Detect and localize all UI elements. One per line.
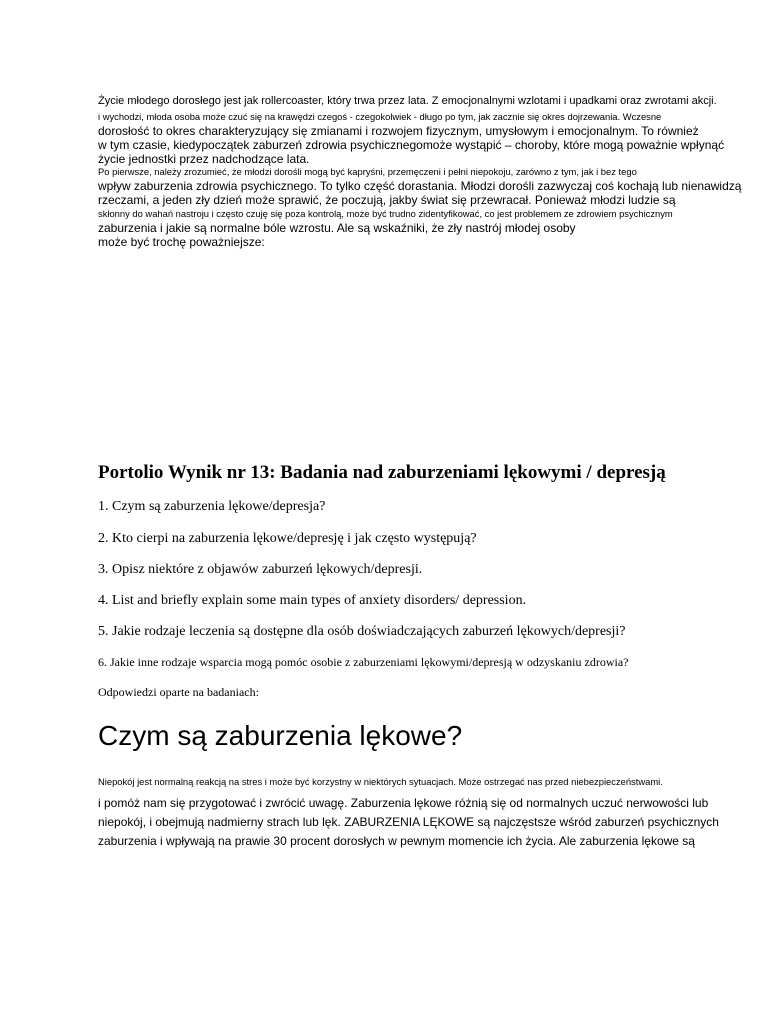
section-line: i pomóż nam się przygotować i zwrócić uwagę. Zaburzenia lękowe różnią się od normalnych uczuć nerwowości lub xyxy=(98,796,709,810)
intro-line: i wychodzi, młoda osoba może czuć się na krawędzi czegoś - czegokolwiek - długo po tym, jak zacznie się okres dojrzewania. Wczesne xyxy=(98,111,662,122)
section-line: Niepokój jest normalną reakcją na stres i może być korzystny w niektórych sytuacjach. Może ostrzegać nas przed niebezpieczeństwami. xyxy=(98,776,663,787)
intro-line: może być trochę poważniejsze: xyxy=(98,235,265,249)
question-item: 1. Czym są zaburzenia lękowe/depresja? xyxy=(98,499,326,514)
portfolio-heading: Portolio Wynik nr 13: Badania nad zaburzeniami lękowymi / depresją xyxy=(98,462,666,483)
intro-line: w tym czasie, kiedypoczątek zaburzeń zdrowia psychicznegomoże wystąpić – choroby, które mogą poważnie wpłynąć xyxy=(98,138,725,152)
question-item: 3. Opisz niektóre z objawów zaburzeń lękowych/depresji. xyxy=(98,562,423,577)
intro-line: skłonny do wahań nastroju i często czuję się poza kontrolą, może być trudno zidentyfikować, co jest problemem ze zdrowiem psychicznym xyxy=(98,208,673,219)
answers-label: Odpowiedzi oparte na badaniach: xyxy=(98,685,259,699)
intro-line: Po pierwsze, należy zrozumieć, że młodzi dorośli mogą być kapryśni, przemęczeni i pełni niepokoju, zarówno z tym, jak i bez tego xyxy=(98,166,637,177)
intro-line: zaburzenia i jakie są normalne bóle wzrostu. Ale są wskaźniki, że zły nastrój młodej osoby xyxy=(98,221,576,235)
intro-line: życie jednostki przez nadchodzące lata. xyxy=(98,152,310,166)
section-line: zaburzenia i wpływają na prawie 30 procent dorosłych w pewnym momencie ich życia. Ale zaburzenia lękowe są xyxy=(98,834,695,848)
question-item: 5. Jakie rodzaje leczenia są dostępne dla osób doświadczających zaburzeń lękowych/depresji? xyxy=(98,624,626,639)
intro-line: wpływ zaburzenia zdrowia psychicznego. To tylko część dorastania. Młodzi dorośli zazwyczaj coś kochają lub nienawidzą xyxy=(98,179,742,193)
intro-line: dorosłość to okres charakteryzujący się zmianami i rozwojem fizycznym, umysłowym i emocjonalnym. To również xyxy=(98,124,699,138)
question-item: 6. Jakie inne rodzaje wsparcia mogą pomóc osobie z zaburzeniami lękowymi/depresją w odzyskaniu zdrowia? xyxy=(98,655,629,669)
intro-line: rzeczami, a jeden zły dzień może sprawić, że poczują, jakby świat się przewracał. Ponieważ młodzi ludzie są xyxy=(98,193,676,207)
question-item: 4. List and briefly explain some main types of anxiety disorders/ depression. xyxy=(98,593,527,608)
intro-line: Życie młodego dorosłego jest jak rollercoaster, który trwa przez lata. Z emocjonalnymi wzlotami i upadkami oraz zwrotami akcji. xyxy=(98,95,717,107)
section-line: niepokój, i obejmują nadmierny strach lub lęk. ZABURZENIA LĘKOWE są najczęstsze wśród zaburzeń psychicznych xyxy=(98,815,719,829)
question-item: 2. Kto cierpi na zaburzenia lękowe/depresję i jak często występują? xyxy=(98,531,477,546)
section-title: Czym są zaburzenia lękowe? xyxy=(98,720,463,751)
